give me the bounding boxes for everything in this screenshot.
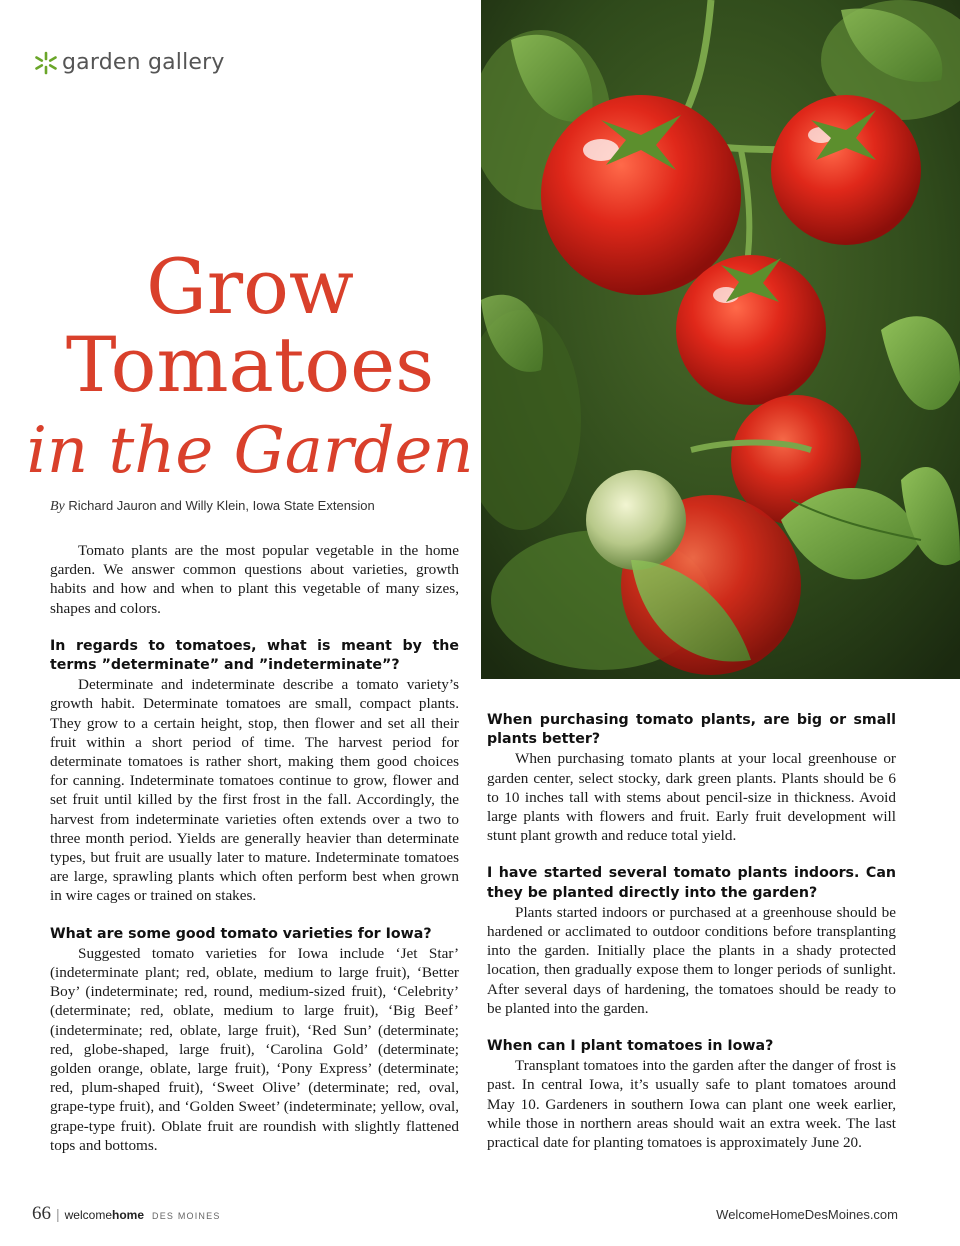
question-heading: In regards to tomatoes, what is meant by the terms ”determinate” and ”indeterminate”? <box>50 637 459 674</box>
website-url: WelcomeHomeDesMoines.com <box>716 1207 898 1222</box>
title-line-2: Tomatoes <box>65 320 435 409</box>
section-label: garden gallery <box>62 50 225 75</box>
title-line-1: Grow <box>146 242 354 331</box>
tomato-photo <box>481 0 960 679</box>
question-heading: I have started several tomato plants indoors. Can they be planted directly into the garden? <box>487 865 896 901</box>
magazine-name-city: DES MOINES <box>152 1211 221 1221</box>
question-heading: When purchasing tomato plants, are big or small plants better? <box>487 712 896 748</box>
right-column <box>487 711 896 1152</box>
byline-prefix: By <box>50 499 65 514</box>
byline <box>50 498 375 515</box>
intro-paragraph: Tomato plants are the most popular vegetable in the home garden. We answer common questions about varieties, growth habits and how and when to plant this vegetable of many sizes, shapes and colors. <box>50 542 459 617</box>
question-heading: When can I plant tomatoes in Iowa? <box>487 1038 774 1055</box>
answer-paragraph: Determinate and indeterminate describe a tomato variety’s growth habit. Determinate tomatoes are small, compact plants. They grow to a certain height, stop, then flower and set all their fruit within a short period of time. The harvest period for determinate tomatoes is rather short, making them good choices for canning. Indeterminate tomatoes continue to grow, flower and set fruit until killed by the first frost in the fall. Accordingly, the harvest from indeterminate varieties often extends over a two to three month period. Yields are generally heavier than determinate types, but fruit are usually later to mature. Indeterminate tomatoes are large, sprawling plants which often perform best when grown in wire cages or trained on stakes. <box>50 676 459 905</box>
page-number: 66 <box>32 1203 51 1224</box>
title-line-3: in the Garden <box>26 414 474 488</box>
left-column <box>50 541 459 1155</box>
answer-paragraph: Transplant tomatoes into the garden after the danger of frost is past. In central Iowa, it’s usually safe to plant tomatoes around May 10. Gardeners in southern Iowa can plant one week earlier, while those in northern areas should wait an extra week. The last practical date for planting tomatoes is approximately June 20. <box>487 1057 896 1152</box>
question-heading: What are some good tomato varieties for Iowa? <box>50 925 432 942</box>
page-footer <box>32 1203 898 1225</box>
magazine-name-welcome: welcome <box>64 1208 112 1222</box>
answer-paragraph: Suggested tomato varieties for Iowa include ‘Jet Star’ (indeterminate plant; red, oblate, medium to large fruit), ‘Better Boy’ (indeterminate; red, round, medium-sized fruit), ‘Celebrity’ (determinate; red, oblate, medium to large fruit), ‘Big Beef’ (indeterminate; red, oblate, large fruit), ‘Red Sun’ (determinate; red, globe-shaped, large fruit), ‘Carolina Gold’ (determinate; golden orange, oblate, large fruit), ‘Pony Express’ (determinate; red, plum-shaped fruit), ‘Sweet Olive’ (determinate; red, oval, grape-type fruit), and ‘Golden Sweet’ (indeterminate; yellow, oval, grape-type fruit). Oblate fruit are roundish with slightly flattened tops and bottoms. <box>50 944 459 1154</box>
footer-left <box>32 1203 221 1225</box>
answer-paragraph: When purchasing tomato plants at your local greenhouse or garden center, select stocky, dark green plants. Plants should be 6 to 10 inches tall with stems about pencil-size in thickness. Avoid large plants with flowers and fruit. Early fruit development will stunt plant growth and reduce total yield. <box>487 750 896 845</box>
section-header <box>34 50 225 75</box>
asterisk-icon <box>34 51 58 75</box>
byline-authors: Richard Jauron and Willy Klein, Iowa State Extension <box>68 498 375 513</box>
footer-separator: | <box>56 1206 60 1222</box>
answer-paragraph: Plants started indoors or purchased at a greenhouse should be hardened or acclimated to outdoor conditions before transplanting into the garden. Initially place the plants in a shady protected location, then gradually expose them to longer periods of sunlight. After several days of hardening, the tomatoes should be ready to be planted into the garden. <box>487 903 896 1017</box>
magazine-name-home: home <box>112 1208 145 1222</box>
